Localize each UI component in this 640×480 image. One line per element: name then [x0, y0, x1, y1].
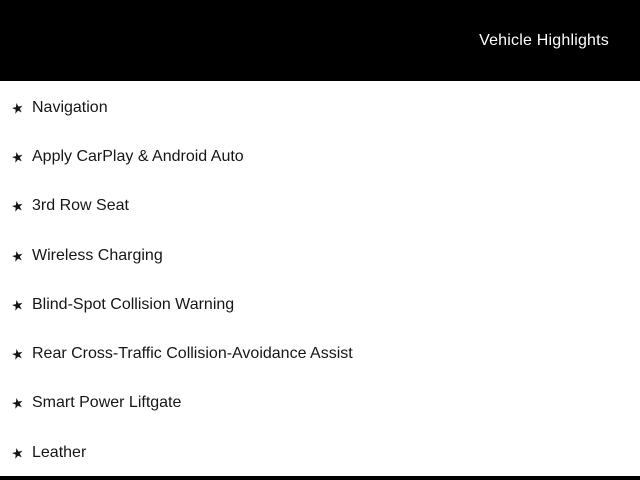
page-title: Vehicle Highlights: [479, 31, 609, 49]
bottom-divider: [0, 476, 640, 480]
highlight-item: [0, 428, 640, 477]
highlight-item: [0, 231, 640, 280]
highlight-label: Navigation: [32, 98, 108, 116]
highlight-label: Rear Cross-Traffic Collision-Avoidance Assist: [32, 345, 353, 363]
highlight-item: [0, 329, 640, 378]
star-icon: ★: [9, 147, 26, 167]
highlight-label: Blind-Spot Collision Warning: [32, 295, 235, 313]
highlight-item: [0, 132, 640, 181]
star-icon: ★: [9, 344, 26, 364]
highlight-item: [0, 182, 640, 231]
highlight-label: Apply CarPlay & Android Auto: [32, 147, 244, 165]
star-icon: ★: [9, 295, 26, 314]
star-icon: ★: [9, 98, 26, 117]
highlight-label: Leather: [32, 443, 87, 461]
highlight-list: [0, 81, 640, 477]
star-icon: ★: [9, 443, 26, 462]
highlight-item: [0, 280, 640, 329]
star-icon: ★: [9, 197, 26, 216]
header-banner: [0, 0, 640, 81]
highlight-label: Wireless Charging: [32, 246, 163, 264]
highlight-label: Smart Power Liftgate: [32, 394, 182, 412]
star-icon: ★: [9, 394, 26, 413]
star-icon: ★: [9, 246, 26, 265]
highlight-item: [0, 83, 640, 132]
highlight-item: [0, 379, 640, 428]
highlight-label: 3rd Row Seat: [32, 197, 129, 215]
